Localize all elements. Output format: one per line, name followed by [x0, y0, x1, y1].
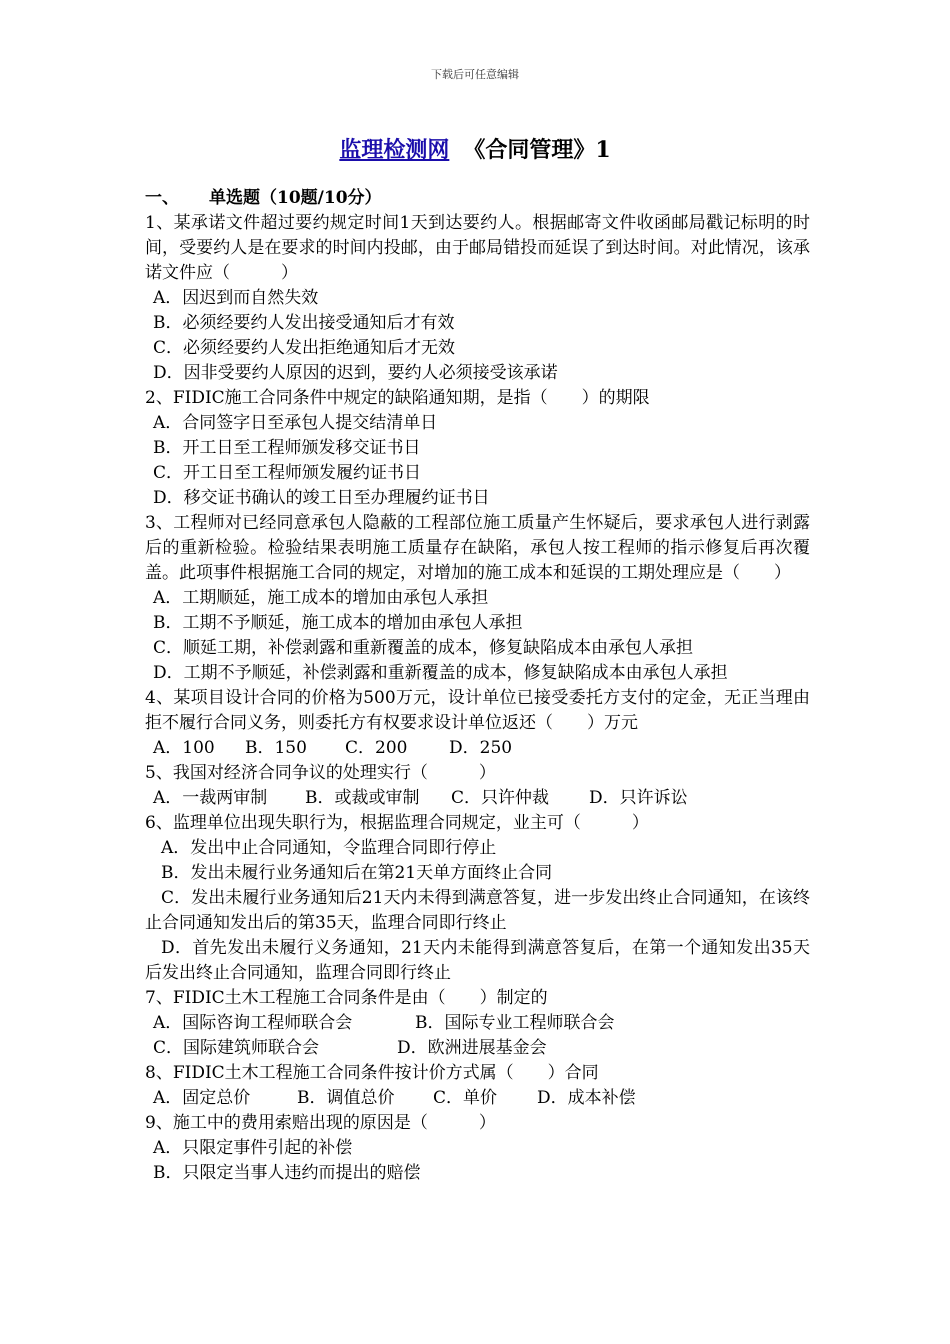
document-body [145, 186, 810, 1186]
option: A．因迟到而自然失效 [153, 288, 319, 308]
option: C．200 [345, 738, 408, 758]
option: D．工期不予顺延，补偿剥露和重新覆盖的成本，修复缺陷成本由承包人承担 [153, 663, 728, 683]
option: B．150 [245, 738, 307, 758]
option: A．发出中止合同通知，令监理合同即行停止 [161, 838, 497, 858]
page-header: 下载后可任意编辑 [431, 68, 519, 81]
inline-options [145, 1036, 810, 1061]
option: D．成本补偿 [537, 1088, 636, 1108]
option: A．工期顺延，施工成本的增加由承包人承担 [153, 588, 489, 608]
option: B．发出未履行业务通知后在第21天单方面终止合同 [161, 863, 553, 883]
question-stem: 4、某项目设计合同的价格为500万元，设计单位已接受委托方支付的定金，无正当理由拒不履行合同义务，则委托方有权要求设计单位返还（ ）万元 [145, 688, 810, 733]
section-label: 单选题（10题/10分） [209, 188, 382, 208]
option: C．国际建筑师联合会 [153, 1038, 320, 1058]
document-title: 《合同管理》1 [463, 137, 611, 163]
option: D．因非受要约人原因的迟到，要约人必须接受该承诺 [153, 363, 558, 383]
option: C．发出未履行业务通知后21天内未得到满意答复，进一步发出终止合同通知，在该终止合同通知发出后的第35天，监理合同即行终止 [145, 888, 810, 933]
option: B．必须经要约人发出接受通知后才有效 [153, 313, 455, 333]
inline-options [145, 786, 810, 811]
inline-options [145, 1011, 810, 1036]
option: A．100 [153, 738, 215, 758]
question-stem: 9、施工中的费用索赔出现的原因是（ ） [145, 1113, 496, 1133]
question-stem: 7、FIDIC土木工程施工合同条件是由（ ）制定的 [145, 988, 548, 1008]
option: D．首先发出未履行义务通知，21天内未能得到满意答复后，在第一个通知发出35天后发出终止合同通知，监理合同即行终止 [145, 938, 810, 983]
option: B．工期不予顺延，施工成本的增加由承包人承担 [153, 613, 523, 633]
site-link[interactable]: 监理检测网 [339, 137, 450, 163]
option: B．国际专业工程师联合会 [415, 1013, 615, 1033]
option: C．必须经要约人发出拒绝通知后才无效 [153, 338, 456, 358]
option: A．固定总价 [153, 1088, 251, 1108]
option: A．合同签字日至承包人提交结清单日 [153, 413, 438, 433]
question-stem: 8、FIDIC土木工程施工合同条件按计价方式属（ ）合同 [145, 1063, 599, 1083]
option: B．调值总价 [297, 1088, 395, 1108]
option: D．欧洲进展基金会 [397, 1038, 547, 1058]
question-stem: 3、工程师对已经同意承包人隐蔽的工程部位施工质量产生怀疑后，要求承包人进行剥露后的重新检验。检验结果表明施工质量存在缺陷，承包人按工程师的指示修复后再次覆盖。此项事件根据施工合同的规定，对增加的施工成本和延误的工期处理应是（ ） [145, 513, 810, 583]
option: A．一裁两审制 [153, 788, 268, 808]
section-heading [145, 186, 810, 211]
option: D．移交证书确认的竣工日至办理履约证书日 [153, 488, 490, 508]
option: D．250 [449, 738, 513, 758]
question-stem: 2、FIDIC施工合同条件中规定的缺陷通知期，是指（ ）的期限 [145, 388, 650, 408]
option: A．国际咨询工程师联合会 [153, 1013, 353, 1033]
option: B．开工日至工程师颁发移交证书日 [153, 438, 421, 458]
option: B．只限定当事人违约而提出的赔偿 [153, 1163, 421, 1183]
option: C．开工日至工程师颁发履约证书日 [153, 463, 422, 483]
option: D．只许诉讼 [589, 788, 688, 808]
inline-options [145, 1086, 810, 1111]
option: A．只限定事件引起的补偿 [153, 1138, 353, 1158]
option: C．单价 [433, 1088, 498, 1108]
page-title [0, 133, 950, 164]
question-stem: 5、我国对经济合同争议的处理实行（ ） [145, 763, 496, 783]
question-stem: 1、某承诺文件超过要约规定时间1天到达要约人。根据邮寄文件收函邮局戳记标明的时间，受要约人是在要求的时间内投邮，由于邮局错投而延误了到达时间。对此情况，该承诺文件应（ ） [145, 213, 810, 283]
option: B．或裁或审制 [305, 788, 420, 808]
section-number: 一、 [145, 188, 179, 208]
option: C．只许仲裁 [451, 788, 550, 808]
inline-options [145, 736, 810, 761]
question-stem: 6、监理单位出现失职行为，根据监理合同规定，业主可（ ） [145, 813, 649, 833]
option: C．顺延工期，补偿剥露和重新覆盖的成本，修复缺陷成本由承包人承担 [153, 638, 694, 658]
